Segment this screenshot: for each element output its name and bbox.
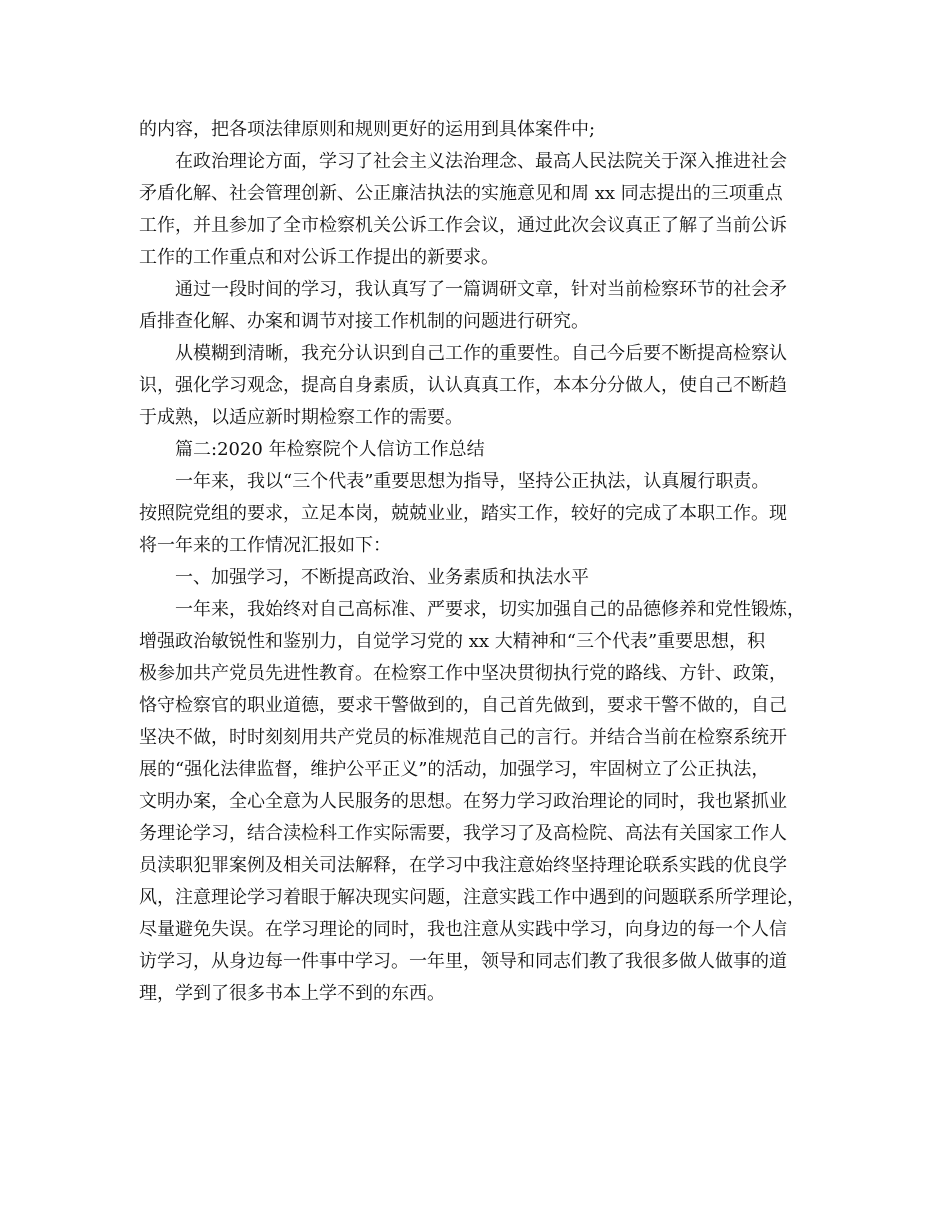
text-line: 将一年来的工作情况汇报如下： — [139, 535, 391, 556]
text-line: 一年来，我始终对自己高标准、严要求，切实加强自己的品德修养和党性锻炼， — [175, 599, 805, 620]
text-line: 理，学到了很多书本上学不到的东西。 — [139, 983, 445, 1004]
text-line: 篇二:2020 年检察院个人信访工作总结 — [175, 439, 485, 460]
text-line: 展的“强化法律监督，维护公平正义”的活动，加强学习，牢固树立了公正执法， — [139, 759, 770, 780]
text-line: 恪守检察官的职业道德，要求干警做到的，自己首先做到，要求干警不做的，自己 — [139, 695, 787, 716]
text-line: 极参加共产党员先进性教育。在检察工作中坚决贯彻执行党的路线、方针、政策， — [139, 663, 787, 684]
text-line: 风，注意理论学习着眼于解决现实问题，注意实践工作中遇到的问题联系所学理论， — [139, 887, 805, 908]
text-line: 尽量避免失误。在学习理论的同时，我也注意从实践中学习，向身边的每一个人信 — [139, 919, 787, 940]
text-line: 工作的工作重点和对公诉工作提出的新要求。 — [139, 247, 499, 268]
text-line: 按照院党组的要求，立足本岗，兢兢业业，踏实工作，较好的完成了本职工作。现 — [139, 503, 787, 524]
text-line: 在政治理论方面，学习了社会主义法治理念、最高人民法院关于深入推进社会 — [175, 151, 787, 172]
text-line: 工作，并且参加了全市检察机关公诉工作会议，通过此次会议真正了解了当前公诉 — [139, 215, 787, 236]
text-line: 矛盾化解、社会管理创新、公正廉洁执法的实施意见和周 xx 同志提出的三项重点 — [139, 183, 783, 204]
text-line: 一、加强学习，不断提高政治、业务素质和执法水平 — [175, 567, 589, 588]
text-line: 务理论学习，结合渎检科工作实际需要，我学习了及高检院、高法有关国家工作人 — [139, 823, 787, 844]
document-body — [139, 114, 829, 1010]
text-line: 增强政治敏锐性和鉴别力，自觉学习党的 xx 大精神和“三个代表”重要思想，积 — [139, 631, 766, 652]
text-line: 于成熟，以适应新时期检察工作的需要。 — [139, 407, 463, 428]
text-line: 识，强化学习观念，提高自身素质，认认真真工作，本本分分做人，使自己不断趋 — [139, 375, 787, 396]
text-line: 一年来，我以“三个代表”重要思想为指导，坚持公正执法，认真履行职责。 — [175, 471, 770, 492]
text-line: 员渎职犯罪案例及相关司法解释，在学习中我注意始终坚持理论联系实践的优良学 — [139, 855, 787, 876]
text-line: 的内容，把各项法律原则和规则更好的运用到具体案件中; — [139, 119, 596, 140]
text-line: 文明办案，全心全意为人民服务的思想。在努力学习政治理论的同时，我也紧抓业 — [139, 791, 787, 812]
text-line: 坚决不做，时时刻刻用共产党员的标准规范自己的言行。并结合当前在检察系统开 — [139, 727, 787, 748]
text-line: 从模糊到清晰，我充分认识到自己工作的重要性。自己今后要不断提高检察认 — [175, 343, 787, 364]
text-line: 盾排查化解、办案和调节对接工作机制的问题进行研究。 — [139, 311, 589, 332]
text-line: 访学习，从身边每一件事中学习。一年里，领导和同志们教了我很多做人做事的道 — [139, 951, 787, 972]
text-line: 通过一段时间的学习，我认真写了一篇调研文章，针对当前检察环节的社会矛 — [175, 279, 787, 300]
